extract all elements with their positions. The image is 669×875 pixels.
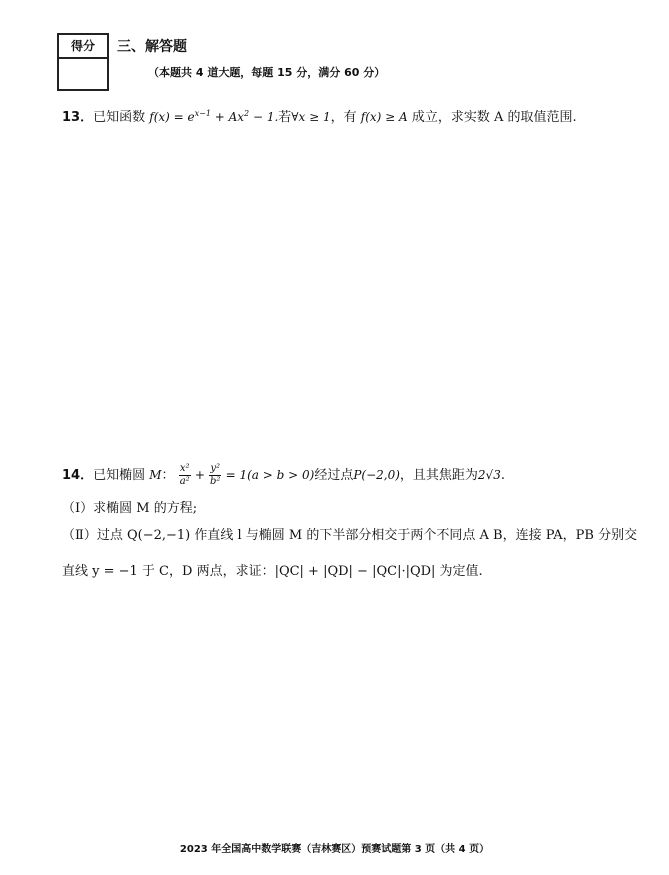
q13-cond-pre: 若 — [278, 110, 292, 125]
q13-cond-mid: ，有 — [330, 110, 357, 125]
q14-part2-line1: （Ⅱ）过点 Q(−2,−1) 作直线 l 与椭圆 M 的下半部分相交于两个不同点 A B，连接 PA，PB 分别交 — [62, 528, 638, 543]
score-box-label: 得分 — [59, 35, 107, 59]
ellipse-frac-y: $\frac{\text{y²}}{\text{b²}}$ — [210, 463, 221, 487]
focal-length: 2√3 — [477, 468, 501, 482]
q13-tail: 成立，求实数 A 的取值范围. — [411, 110, 577, 125]
q13-prefix: 已知函数 — [93, 110, 146, 125]
q14-part2-line2: 直线 y = −1 于 C，D 两点，求证：|QC| + |QD| − |QC|·|QD| 为定值. — [62, 564, 483, 579]
section-title: 三、解答题 — [117, 39, 187, 55]
q14-through: 经过点 — [314, 468, 354, 483]
section-note: （本题共 4 道大题，每题 15 分，满分 60 分） — [148, 66, 386, 79]
q14-m-label: M — [149, 468, 162, 482]
question-13 — [62, 106, 577, 125]
ellipse-eq-tail: = 1(a > b > 0) — [225, 468, 315, 482]
question-13-number: 13． — [62, 110, 94, 125]
point-p: P(−2,0) — [353, 468, 400, 482]
q13-function: $f(x) = e^{x-1} + Ax^2 - 1$. — [149, 109, 279, 124]
q13-inequality: f(x) ≥ A — [360, 110, 408, 124]
ellipse-frac-x: $\frac{\text{x²}}{\text{a²}}$ — [179, 463, 190, 487]
score-box — [57, 33, 109, 91]
page-footer: 2023 年全国高中数学联赛（吉林赛区）预赛试题第 3 页（共 4 页） — [179, 844, 490, 855]
q14-part1: （Ⅰ）求椭圆 M 的方程; — [62, 501, 198, 516]
question-14: 14．已知椭圆 M： $\frac{\text{x²}}{\text{a²}}$ + $\frac{\text{y²}}{\text{b²}}$ = 1(a > b > 0)经过点P(−2,0)，且其焦距为2√3. — [62, 463, 505, 487]
q14-focal-text: ，且其焦距为 — [399, 468, 478, 483]
question-14-number: 14． — [62, 468, 94, 483]
q14-intro: 已知椭圆 — [93, 468, 146, 483]
q13-condition: ∀x ≥ 1 — [291, 110, 331, 124]
